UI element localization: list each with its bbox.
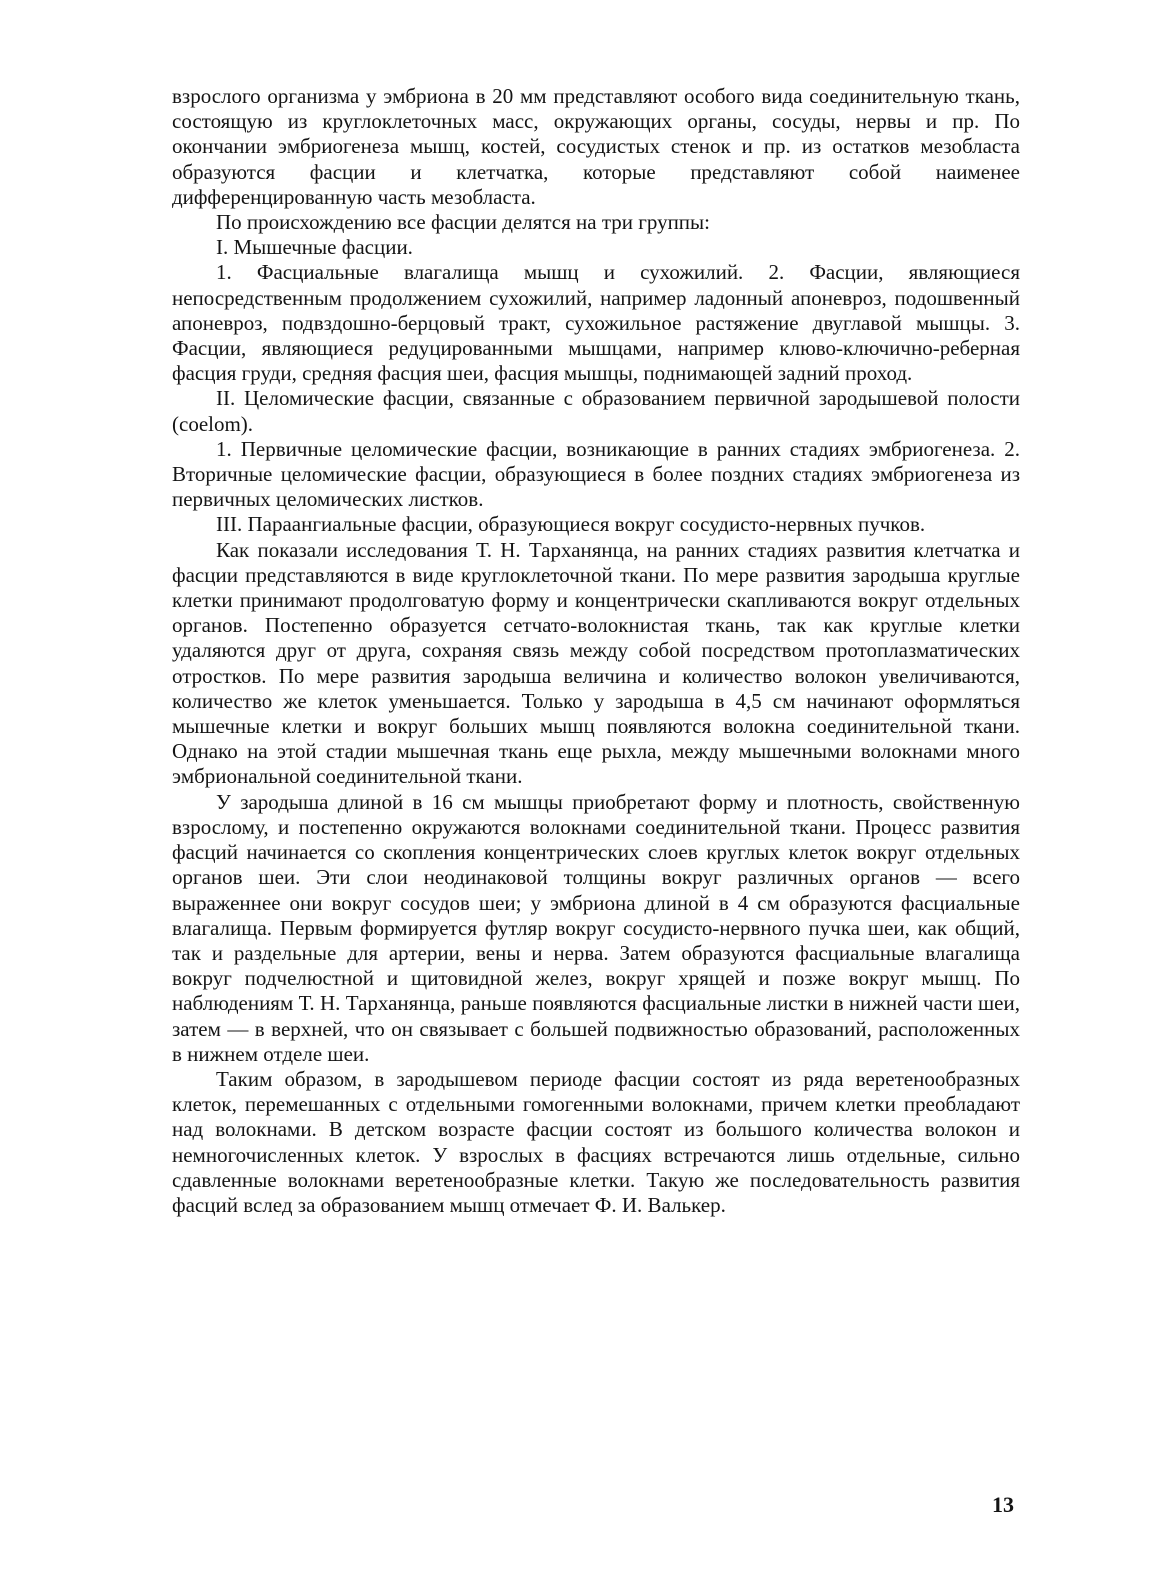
paragraph: Таким образом, в зародышевом периоде фасции состоят из ряда веретенообразных клеток, перемешанных с отдельными гомогенными волокнами, причем клетки преобладают над волокнами. В детском возрасте фасции состоят из большого количества волокон и немногочисленных клеток. У взрослых в фасциях встречаются лишь отдельные, сильно сдавленные волокнами веретенообразные клетки. Такую же последовательность развития фасций вслед за образованием мышц отмечает Ф. И. Валькер. [172,1066,1020,1217]
paragraph: взрослого организма у эмбриона в 20 мм представляют особого вида соединительную ткань, состоящую из круглоклеточных масс, окружающих органы, сосуды, нервы и пр. По окончании эмбриогенеза мышц, костей, сосудистых стенок и пр. из остатков мезобласта образуются фасции и клетчатка, которые представляют собой наименее дифференцированную часть мезобласта. [172,84,1020,209]
paragraph: II. Целомические фасции, связанные с образованием первичной зародышевой полости (coelom). [172,386,1020,436]
paragraph: По происхождению все фасции делятся на три группы: [216,210,710,235]
paragraph: III. Параангиальные фасции, образующиеся вокруг сосудисто-нервных пучков. [216,512,926,537]
body-text [172,84,1020,1218]
paragraph: I. Мышечные фасции. [216,235,413,260]
paragraph: У зародыша длиной в 16 см мышцы приобретают форму и плотность, свойственную взрослому, и постепенно окружаются волокнами соединительной ткани. Процесс развития фасций начинается со скопления концентрических слоев круглых клеток вокруг отдельных органов шеи. Эти слои неодинаковой толщины вокруг различных органов — всего выраженнее они вокруг сосудов шеи; у эмбриона длиной в 4 см образуются фасциальные влагалища. Первым формируется футляр вокруг сосудисто-нервного пучка шеи, как общий, так и раздельные для артерии, вены и нерва. Затем образуются фасциальные влагалища вокруг подчелюстной и щитовидной желез, вокруг хрящей и позже вокруг мышц. По наблюдениям Т. Н. Тарханянца, раньше появляются фасциальные листки в нижней части шеи, затем — в верхней, что он связывает с большей подвижностью образований, расположенных в нижнем отделе шеи. [172,789,1020,1066]
page-number: 13 [992,1492,1014,1517]
paragraph: Как показали исследования Т. Н. Тарханянца, на ранних стадиях развития клетчатка и фасции представляются в виде круглоклеточной ткани. По мере развития зародыша круглые клетки принимают продолговатую форму и концентрически скапливаются вокруг отдельных органов. Постепенно образуется сетчато-волокнистая ткань, так как круглые клетки удаляются друг от друга, сохраняя связь между собой посредством протоплазматических отростков. По мере развития зародыша величина и количество волокон увеличиваются, количество же клеток уменьшается. Только у зародыша в 4,5 см начинают оформляться мышечные клетки и вокруг больших мышц появляются волокна соединительной ткани. Однако на этой стадии мышечная ткань еще рыхла, между мышечными волокнами много эмбриональной соединительной ткани. [172,537,1020,789]
paragraph: 1. Первичные целомические фасции, возникающие в ранних стадиях эмбриогенеза. 2. Вторичные целомические фасции, образующиеся в более поздних стадиях эмбриогенеза из первичных целомических листков. [172,436,1020,512]
paragraph: 1. Фасциальные влагалища мышц и сухожилий. 2. Фасции, являющиеся непосредственным продолжением сухожилий, например ладонный апоневроз, подошвенный апоневроз, подвздошно-берцовый тракт, сухожильное растяжение двуглавой мышцы. 3. Фасции, являющиеся редуцированными мышцами, например клюво-ключично-реберная фасция груди, средняя фасция шеи, фасция мышцы, поднимающей задний проход. [172,260,1020,386]
